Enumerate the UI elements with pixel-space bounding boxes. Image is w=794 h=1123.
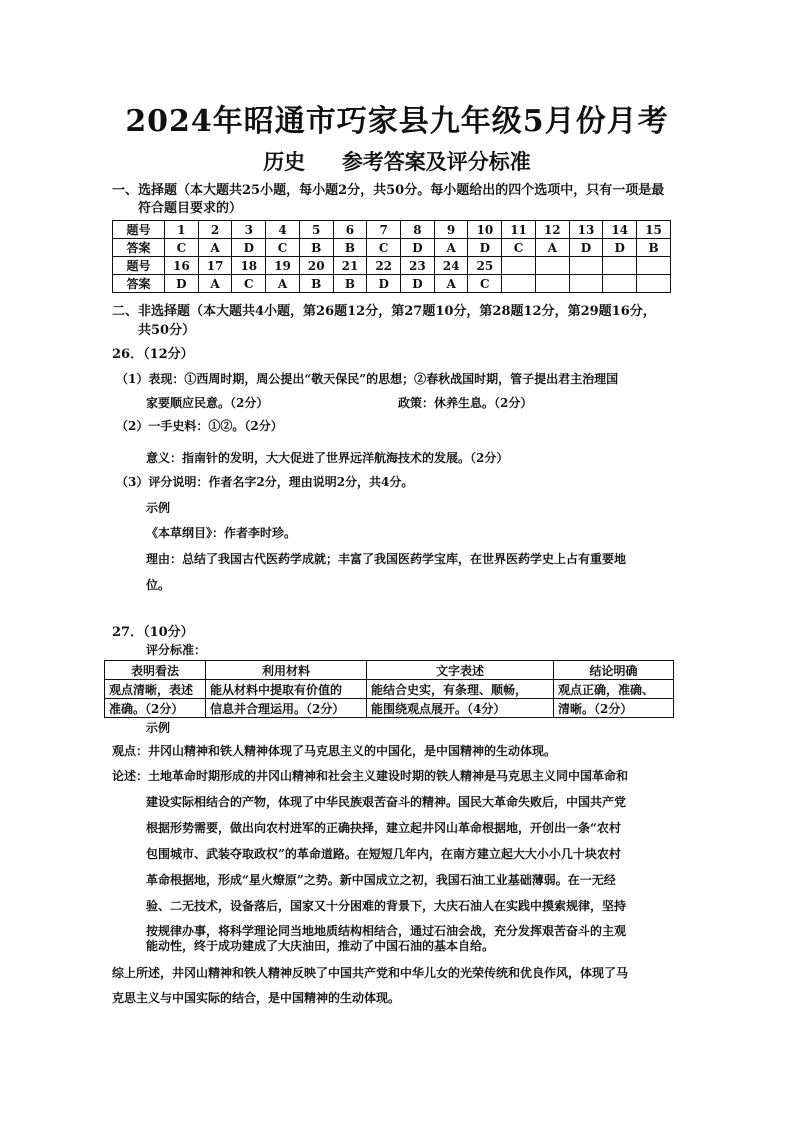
answer-table-cell: A	[434, 275, 468, 293]
answer-table-cell: A	[266, 275, 300, 293]
q26-part1-cont: 家要顺应民意。（2分）	[146, 396, 269, 410]
q27-criteria: 评分标准：	[146, 643, 207, 657]
q27-conclusion-line: 克思主义与中国实际的结合，是中国精神的生动体现。	[112, 991, 401, 1005]
page-title: 2024年昭通市巧家县九年级5月份月考	[125, 104, 669, 139]
answer-table-cell: 25	[468, 257, 502, 275]
answer-table-cell: B	[637, 239, 671, 257]
criteria-header: 利用材料	[206, 661, 367, 680]
q27-argument-line: 根据形势需要，做出向农村进军的正确抉择，建立起井冈山革命根据地，开创出一条“农村	[146, 821, 621, 835]
q26-part1: （1）表现：①西周时期，周公提出“敬天保民”的思想；②春秋战国时期，管子提出君主治理国	[116, 372, 619, 386]
criteria-cell: 信息并合理运用。（2分）	[206, 699, 367, 718]
answer-table-cell: 4	[266, 221, 300, 239]
page-subtitle	[0, 146, 794, 176]
answer-table-cell: A	[535, 239, 569, 257]
answer-table-row-label: 题号	[113, 221, 165, 239]
q27-argument-line: 验、二无技术，设备落后，国家又十分困难的背景下，大庆石油人在实践中摸索规律，坚持	[146, 899, 627, 913]
q26-book: 《本草纲目》：作者李时珍。	[146, 526, 297, 540]
answer-table-cell: D	[232, 239, 266, 257]
answer-table-cell: C	[232, 275, 266, 293]
q26-part3: （3）评分说明：作者名字2分，理由说明2分，共4分。	[116, 475, 414, 489]
answer-table-cell: C	[367, 239, 401, 257]
q27-argument-line: 革命根据地，形成“星火燎原”之势。新中国成立之初，我国石油工业基础薄弱。在一无经	[146, 873, 616, 887]
answer-table-cell: 20	[299, 257, 333, 275]
answer-table-row-label: 答案	[113, 275, 165, 293]
answer-table-cell: 14	[603, 221, 637, 239]
answer-table-cell	[502, 257, 536, 275]
answer-table-cell: A	[198, 239, 232, 257]
answer-table-cell: D	[569, 239, 603, 257]
answer-table-row	[113, 239, 671, 257]
answer-table-cell: 11	[502, 221, 536, 239]
answer-table-cell: 17	[198, 257, 232, 275]
answer-table-cell	[603, 257, 637, 275]
q27-argument-line: 包围城市、武装夺取政权”的革命道路。在短短几年内，在南方建立起大大小小几十块农村	[146, 847, 621, 861]
criteria-cell: 观点正确，准确、	[554, 680, 674, 699]
answer-table-cell: D	[367, 275, 401, 293]
answer-table-cell: 23	[401, 257, 435, 275]
answer-table-cell: D	[603, 239, 637, 257]
q27-heading: 27．（10分）	[112, 625, 194, 640]
answer-table-cell: C	[266, 239, 300, 257]
answer-table-cell	[569, 275, 603, 293]
answer-table-row	[113, 275, 671, 293]
scoring-table	[104, 660, 674, 718]
answer-table-cell: D	[468, 239, 502, 257]
answer-table-cell	[569, 257, 603, 275]
criteria-cell: 清晰。（2分）	[554, 699, 674, 718]
answer-table-cell: B	[333, 275, 367, 293]
answer-table-cell	[502, 275, 536, 293]
answer-table-cell: 18	[232, 257, 266, 275]
criteria-cell: 能结合史实，有条理、顺畅，	[367, 680, 554, 699]
answer-table-cell: 10	[468, 221, 502, 239]
subject-label: 历史	[263, 149, 306, 174]
answer-table-cell: C	[468, 275, 502, 293]
answer-table-cell	[535, 275, 569, 293]
answer-table-cell: 12	[535, 221, 569, 239]
answer-table-cell: C	[502, 239, 536, 257]
answer-table-cell: A	[198, 275, 232, 293]
answer-table-cell: D	[401, 275, 435, 293]
answer-table	[112, 220, 671, 293]
subtitle-label: 参考答案及评分标准	[341, 149, 531, 174]
answer-table-cell: A	[434, 239, 468, 257]
answer-table-cell: 19	[266, 257, 300, 275]
answer-table-cell: D	[165, 275, 199, 293]
q27-example-label: 示例	[146, 721, 171, 735]
section1-heading-cont: 符合题目要求的）	[138, 201, 243, 216]
answer-table-cell: 7	[367, 221, 401, 239]
answer-table-cell: D	[401, 239, 435, 257]
q27-conclusion-line: 综上所述，井冈山精神和铁人精神反映了中国共产党和中华儿女的光荣传统和优良作风，体现了马	[112, 966, 629, 980]
answer-table-cell: 9	[434, 221, 468, 239]
q26-reason-cont: 位。	[146, 578, 171, 592]
q26-part2: （2）一手史料：①②。（2分）	[116, 419, 283, 433]
q26-reason: 理由：总结了我国古代医药学成就；丰富了我国医药学宝库，在世界医药学史上占有重要地	[146, 552, 627, 566]
answer-table-cell: 24	[434, 257, 468, 275]
answer-table-cell: B	[299, 275, 333, 293]
answer-table-row-label: 答案	[113, 239, 165, 257]
q27-argument-line: 建设实际相结合的产物，体现了中华民族艰苦奋斗的精神。国民大革命失败后，中国共产党	[146, 795, 627, 809]
answer-table-cell: C	[165, 239, 199, 257]
answer-table-cell	[637, 275, 671, 293]
criteria-cell: 观点清晰，表述	[105, 680, 206, 699]
answer-table-row-label: 题号	[113, 257, 165, 275]
answer-table-row	[113, 221, 671, 239]
answer-table-cell	[637, 257, 671, 275]
criteria-cell: 准确。（2分）	[105, 699, 206, 718]
answer-table-cell: 5	[299, 221, 333, 239]
answer-table-cell: 13	[569, 221, 603, 239]
section2-heading: 二、非选择题（本大题共4小题，第26题12分，第27题10分，第28题12分，第29题16分，	[112, 304, 656, 319]
answer-table-cell: 21	[333, 257, 367, 275]
answer-table-cell: 22	[367, 257, 401, 275]
q27-viewpoint: 观点：井冈山精神和铁人精神体现了马克思主义的中国化，是中国精神的生动体现。	[112, 744, 557, 758]
criteria-cell: 能围绕观点展开。（4分）	[367, 699, 554, 718]
q27-argument-line: 论述：土地革命时期形成的井冈山精神和社会主义建设时期的铁人精神是马克思主义同中国革命和	[112, 769, 629, 783]
criteria-header: 结论明确	[554, 661, 674, 680]
q26-example-label: 示例	[146, 501, 171, 515]
section2-heading-cont: 共50分）	[138, 323, 196, 338]
q26-policy: 政策：休养生息。（2分）	[398, 396, 533, 410]
answer-table-cell	[603, 275, 637, 293]
q26-heading: 26．（12分）	[112, 347, 194, 362]
answer-table-cell: 3	[232, 221, 266, 239]
criteria-header: 表明看法	[105, 661, 206, 680]
answer-table-cell	[535, 257, 569, 275]
answer-table-cell: 2	[198, 221, 232, 239]
answer-table-cell: 8	[401, 221, 435, 239]
section1-heading: 一、选择题（本大题共25小题，每小题2分，共50分。每小题给出的四个选项中，只有一项是最	[112, 183, 665, 198]
answer-table-cell: 6	[333, 221, 367, 239]
answer-table-row	[113, 257, 671, 275]
answer-table-cell: B	[299, 239, 333, 257]
answer-table-cell: 1	[165, 221, 199, 239]
answer-table-cell: 15	[637, 221, 671, 239]
criteria-header: 文字表述	[367, 661, 554, 680]
criteria-cell: 能从材料中提取有价值的	[206, 680, 367, 699]
answer-table-cell: 16	[165, 257, 199, 275]
q26-significance: 意义：指南针的发明，大大促进了世界远洋航海技术的发展。（2分）	[146, 451, 509, 465]
q27-argument-line: 按规律办事，将科学理论同当地地质结构相结合，通过石油会战，充分发挥艰苦奋斗的主观	[146, 924, 627, 938]
q27-argument-line: 能动性，终于成功建成了大庆油田，推动了中国石油的基本自给。	[146, 939, 495, 953]
answer-table-cell: B	[333, 239, 367, 257]
